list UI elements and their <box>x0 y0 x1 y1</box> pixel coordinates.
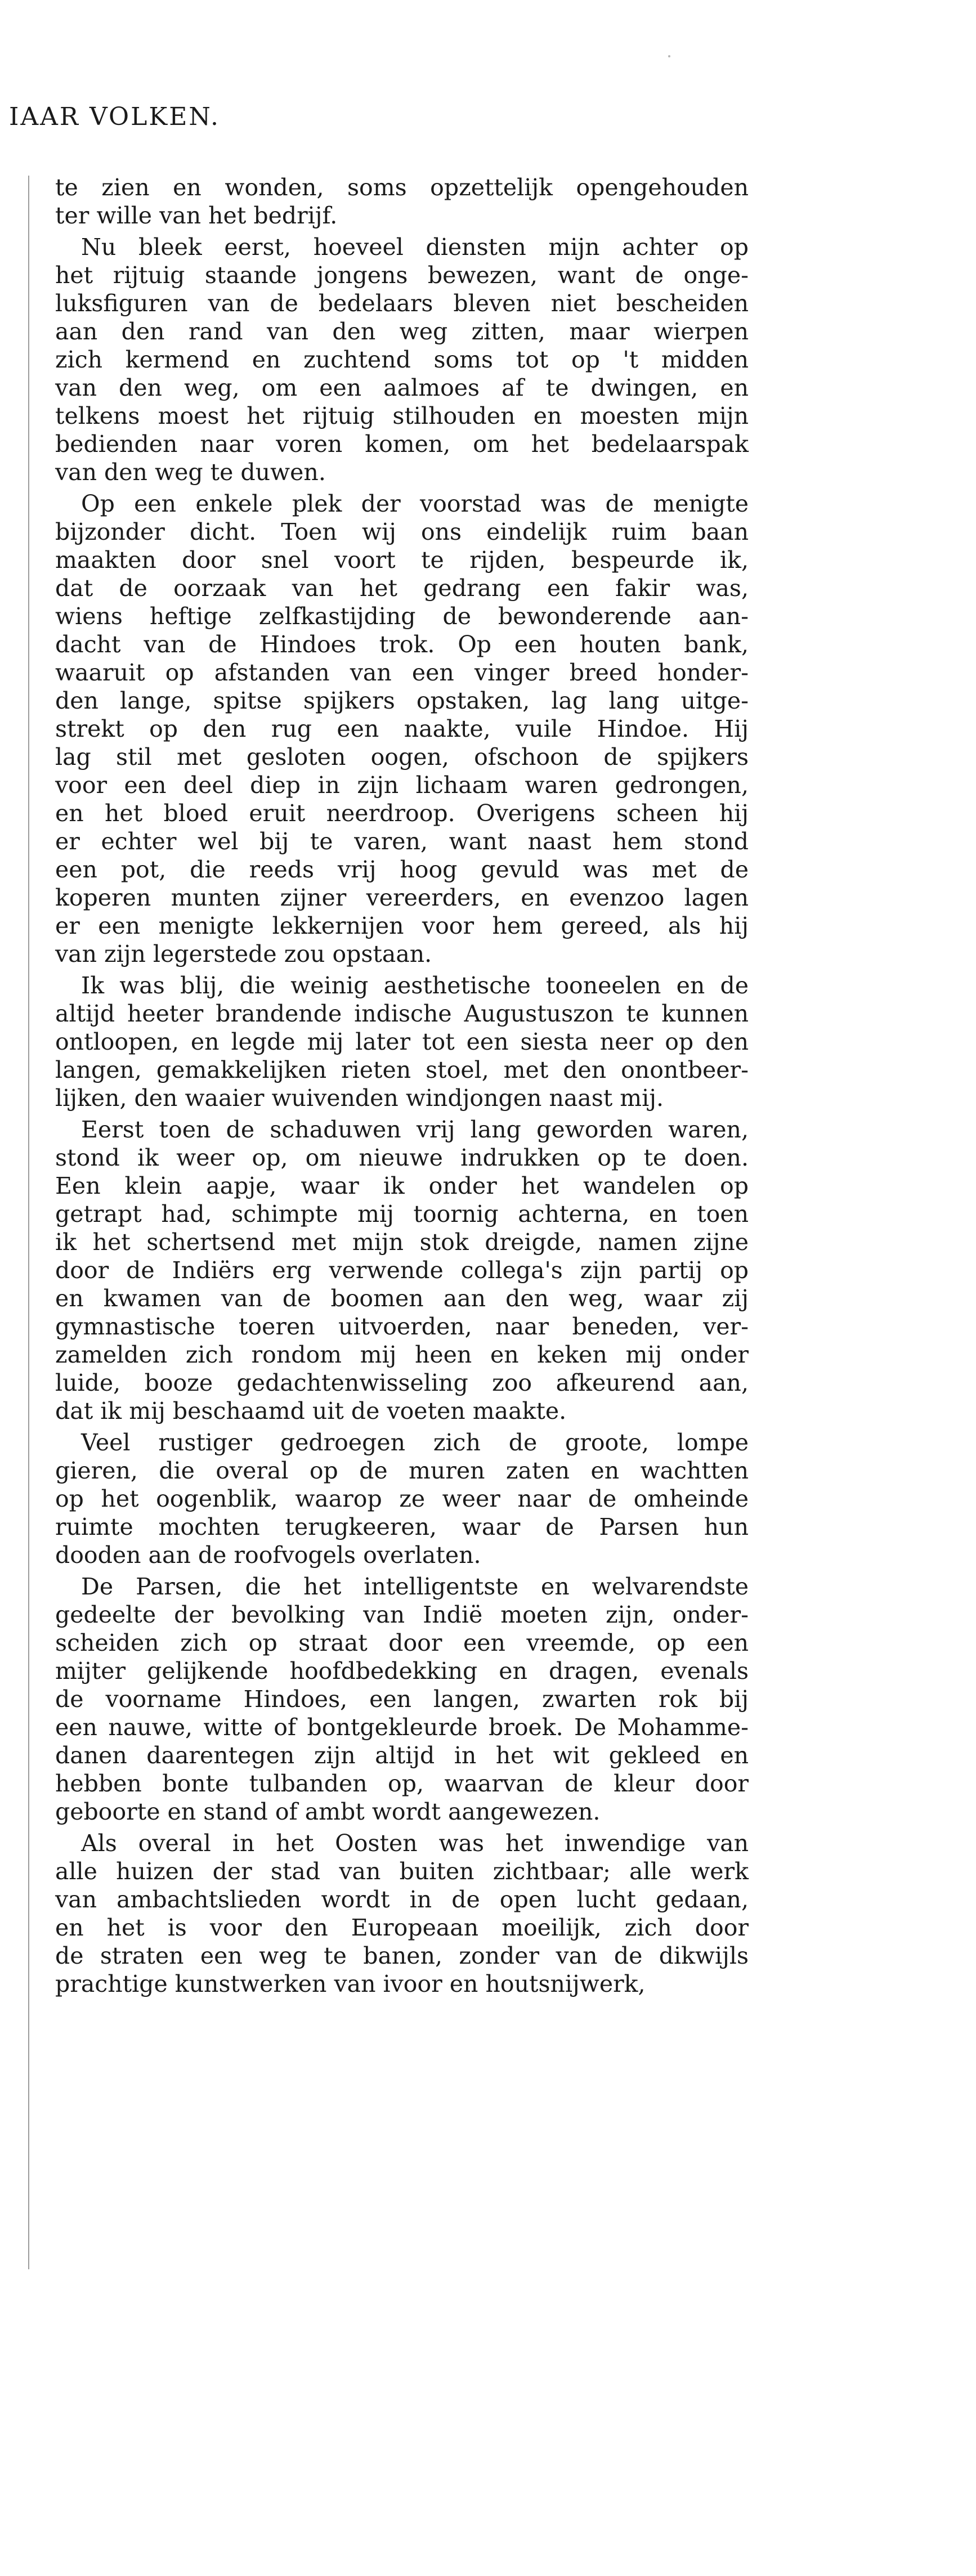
paragraph <box>55 1829 749 1998</box>
paragraph <box>55 1573 749 1826</box>
text-line: Nu bleek eerst, hoeveel diensten mijn achter op <box>81 234 749 261</box>
margin-rule <box>28 176 29 2269</box>
text-line: dooden aan de roofvogels overlaten. <box>55 1542 481 1569</box>
text-line: den lange, spitse spijkers opstaken, lag lang uitge- <box>55 687 749 714</box>
text-line: ik het schertsend met mijn stok dreigde, namen zijne <box>55 1229 749 1256</box>
text-line: waaruit op afstanden van een vinger breed honder- <box>55 659 749 686</box>
paragraph <box>55 490 749 968</box>
text-line: telkens moest het rijtuig stilhouden en moesten mijn <box>55 402 749 429</box>
text-line: dat de oorzaak van het gedrang een fakir was, <box>55 575 749 602</box>
text-line: zamelden zich rondom mij heen en keken mij onder <box>55 1341 749 1368</box>
text-line: er echter wel bij te varen, want naast hem stond <box>55 828 749 855</box>
text-line: getrapt had, schimpte mij toornig achterna, en toen <box>55 1200 749 1227</box>
text-line: luide, booze gedachtenwisseling zoo afkeurend aan, <box>55 1369 749 1396</box>
text-line: een nauwe, witte of bontgekleurde broek. De Mohamme- <box>55 1714 749 1741</box>
text-line: de straten een weg te banen, zonder van de dikwijls <box>55 1942 749 1969</box>
text-line: voor een deel diep in zijn lichaam waren gedrongen, <box>55 772 749 799</box>
text-line: lag stil met gesloten oogen, ofschoon de spijkers <box>55 743 749 770</box>
speck-mark <box>668 55 670 57</box>
text-line: langen, gemakkelijken rieten stoel, met den onontbeer- <box>55 1056 749 1083</box>
text-line: maakten door snel voort te rijden, bespeurde ik, <box>55 546 749 574</box>
text-line: van ambachtslieden wordt in de open lucht gedaan, <box>55 1886 749 1913</box>
text-line: en het is voor den Europeaan moeilijk, zich door <box>55 1914 749 1941</box>
paragraph <box>55 233 749 486</box>
text-line: Als overal in het Oosten was het inwendige van <box>81 1830 749 1857</box>
text-line: van den weg, om een aalmoes af te dwingen, en <box>55 374 749 401</box>
text-line: bijzonder dicht. Toen wij ons eindelijk ruim baan <box>55 518 749 545</box>
text-line: zich kermend en zuchtend soms tot op 't midden <box>55 346 749 373</box>
text-line: Eerst toen de schaduwen vrij lang geworden waren, <box>81 1116 749 1143</box>
text-line: hebben bonte tulbanden op, waarvan de kleur door <box>55 1770 749 1797</box>
text-line: gedeelte der bevolking van Indië moeten zijn, onder- <box>55 1601 749 1628</box>
body-text <box>55 173 749 1998</box>
text-line: prachtige kunstwerken van ivoor en houtsnijwerk, <box>55 1970 646 1997</box>
text-line: wiens heftige zelfkastijding de bewonderende aan- <box>55 603 749 630</box>
text-line: ontloopen, en legde mij later tot een siesta neer op den <box>55 1028 749 1055</box>
text-line: en het bloed eruit neerdroop. Overigens scheen hij <box>55 800 749 827</box>
paragraph <box>55 1428 749 1569</box>
text-line: van den weg te duwen. <box>55 459 326 486</box>
text-line: lijken, den waaier wuivenden windjongen naast mij. <box>55 1085 664 1112</box>
text-line: en kwamen van de boomen aan den weg, waar zij <box>55 1285 749 1312</box>
text-line: aan den rand van den weg zitten, maar wierpen <box>55 318 749 345</box>
text-line: mijter gelijkende hoofdbedekking en dragen, evenals <box>55 1657 749 1685</box>
text-line: alle huizen der stad van buiten zichtbaar; alle werk <box>55 1858 749 1885</box>
text-line: ruimte mochten terugkeeren, waar de Parsen hun <box>55 1513 749 1540</box>
paragraph <box>55 971 749 1112</box>
text-line: Veel rustiger gedroegen zich de groote, lompe <box>81 1429 749 1456</box>
text-line: Ik was blij, die weinig aesthetische tooneelen en de <box>81 972 749 999</box>
paragraph <box>55 1115 749 1425</box>
text-line: gieren, die overal op de muren zaten en wachtten <box>55 1457 749 1484</box>
text-line: scheiden zich op straat door een vreemde, op een <box>55 1629 749 1656</box>
text-line: gymnastische toeren uitvoerden, naar beneden, ver- <box>55 1313 749 1340</box>
text-line: luksfiguren van de bedelaars bleven niet bescheiden <box>55 290 749 317</box>
text-line: Een klein aapje, waar ik onder het wandelen op <box>55 1172 749 1199</box>
text-line: dacht van de Hindoes trok. Op een houten bank, <box>55 631 749 658</box>
text-line: koperen munten zijner vereerders, en evenzoo lagen <box>55 884 749 911</box>
text-line: De Parsen, die het intelligentste en welvarendste <box>81 1573 749 1600</box>
text-line: van zijn legerstede zou opstaan. <box>55 940 432 967</box>
text-line: dat ik mij beschaamd uit de voeten maakte. <box>55 1397 567 1424</box>
text-line: te zien en wonden, soms opzettelijk opengehouden <box>55 174 749 201</box>
text-line: het rijtuig staande jongens bewezen, want de onge- <box>55 262 749 289</box>
running-header: IAAR VOLKEN. <box>9 102 221 131</box>
text-line: door de Indiërs erg verwende collega's zijn partij op <box>55 1257 749 1284</box>
text-line: stond ik weer op, om nieuwe indrukken op te doen. <box>55 1144 749 1171</box>
text-line: Op een enkele plek der voorstad was de menigte <box>81 490 749 517</box>
text-line: een pot, die reeds vrij hoog gevuld was met de <box>55 856 749 883</box>
text-line: strekt op den rug een naakte, vuile Hindoe. Hij <box>55 715 749 742</box>
text-line: altijd heeter brandende indische Augustuszon te kunnen <box>55 1000 749 1027</box>
text-line: geboorte en stand of ambt wordt aangewezen. <box>55 1798 601 1825</box>
text-line: danen daarentegen zijn altijd in het wit gekleed en <box>55 1742 749 1769</box>
text-line: er een menigte lekkernijen voor hem gereed, als hij <box>55 912 749 939</box>
text-line: op het oogenblik, waarop ze weer naar de omheinde <box>55 1485 749 1512</box>
text-line: bedienden naar voren komen, om het bedelaarspak <box>55 431 749 458</box>
paragraph <box>55 173 749 230</box>
text-line: ter wille van het bedrijf. <box>55 202 338 229</box>
text-line: de voorname Hindoes, een langen, zwarten rok bij <box>55 1686 749 1713</box>
